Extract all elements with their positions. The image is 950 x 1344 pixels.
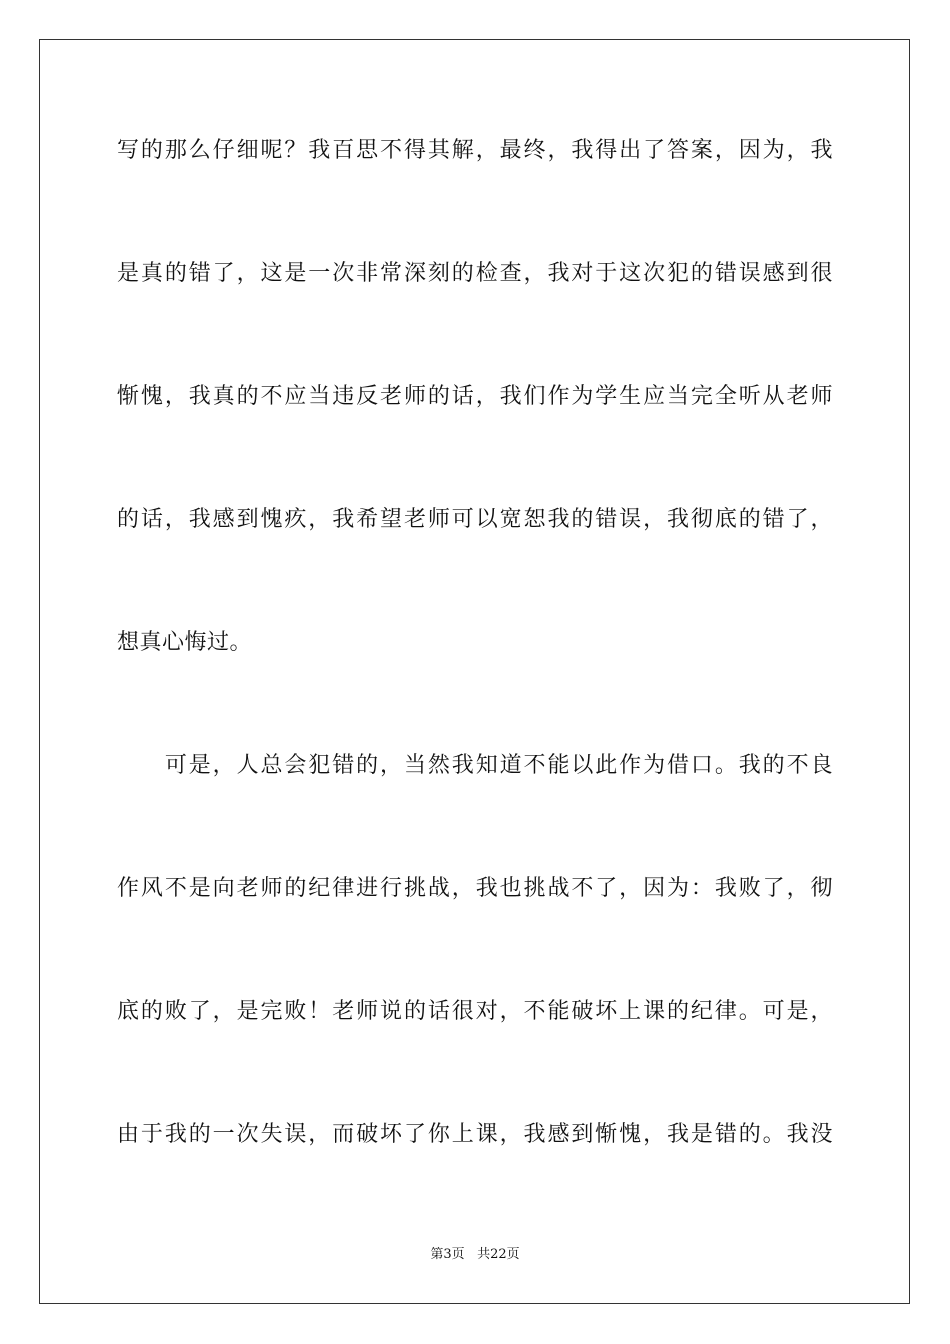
page-footer	[0, 1246, 950, 1264]
text-line: 的话，我感到愧疚，我希望老师可以宽恕我的错误，我彻底的错了，	[117, 507, 833, 532]
text-line: 作风不是向老师的纪律进行挑战，我也挑战不了，因为：我败了，彻	[117, 876, 833, 901]
page-number: 第3页	[430, 1247, 465, 1262]
page-border	[39, 39, 910, 1304]
text-line: 底的败了，是完败！老师说的话很对，不能破坏上课的纪律。可是，	[117, 999, 833, 1024]
text-line: 是真的错了，这是一次非常深刻的检查，我对于这次犯的错误感到很	[117, 261, 833, 286]
text-line: 想真心悔过。	[117, 630, 253, 655]
text-line: 惭愧，我真的不应当违反老师的话，我们作为学生应当完全听从老师	[117, 384, 833, 409]
text-line: 由于我的一次失误，而破坏了你上课，我感到惭愧，我是错的。我没	[117, 1122, 833, 1147]
page-total: 共22页	[477, 1247, 520, 1262]
text-line: 可是，人总会犯错的，当然我知道不能以此作为借口。我的不良	[117, 753, 833, 778]
text-line: 写的那么仔细呢？我百思不得其解，最终，我得出了答案，因为，我	[117, 138, 833, 163]
